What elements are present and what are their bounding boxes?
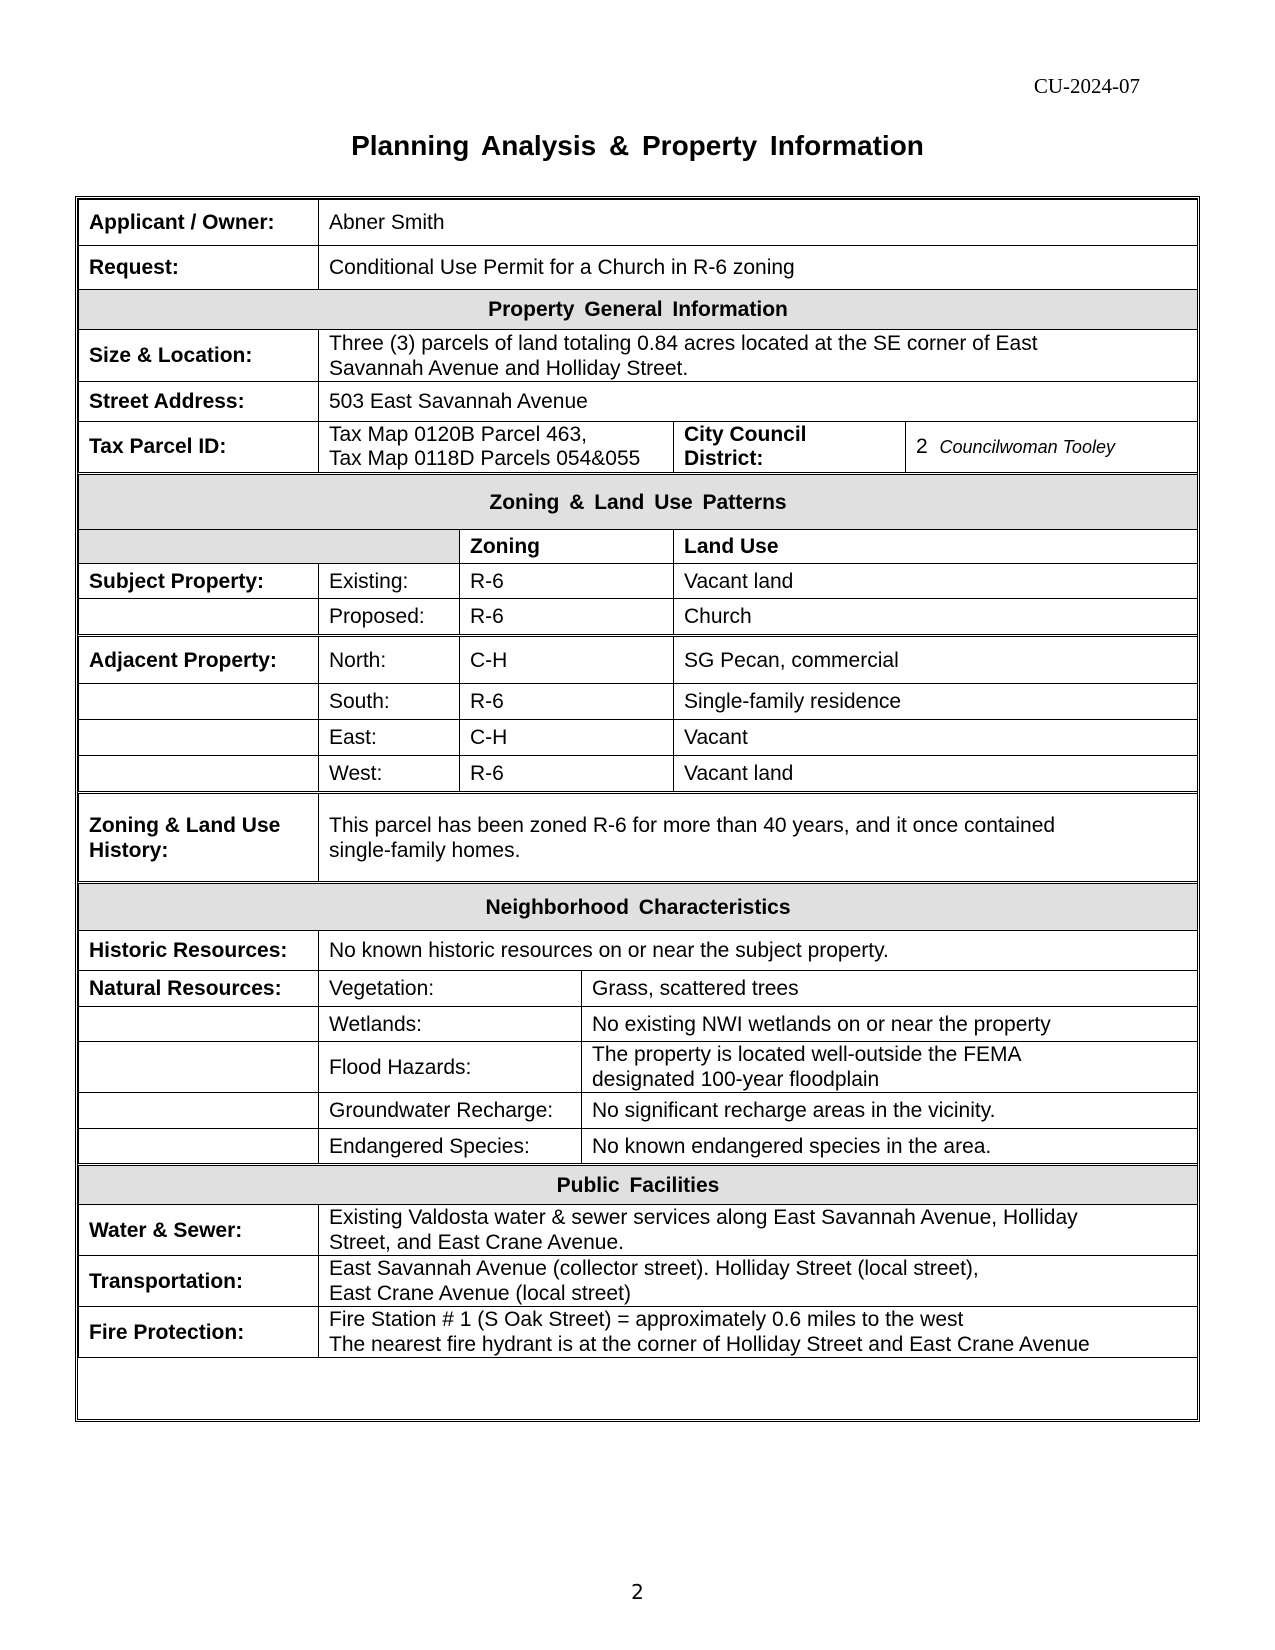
size-location-line: Savannah Avenue and Holliday Street. [329, 356, 689, 380]
adjacent-east-row [79, 720, 1198, 756]
row-land-use: Church [674, 599, 1198, 636]
council-district-label [674, 422, 906, 474]
tax-parcel-value [319, 422, 674, 474]
zoning-history-label-line: History: [89, 838, 169, 862]
natural-resources-label: Natural Resources: [79, 971, 319, 1007]
water-sewer-label: Water & Sewer: [79, 1205, 319, 1256]
applicant-row [79, 200, 1198, 246]
adjacent-south-row [79, 684, 1198, 720]
water-sewer-row [79, 1205, 1198, 1256]
zoning-heading: Zoning & Land Use Patterns [79, 474, 1198, 530]
street-address-label: Street Address: [79, 382, 319, 422]
water-sewer-line: Existing Valdosta water & sewer services along East Savannah Avenue, Holliday [329, 1206, 1078, 1229]
district-representative: Councilwoman Tooley [939, 437, 1115, 457]
natural-item: Endangered Species: [319, 1129, 582, 1165]
applicant-label: Applicant / Owner: [79, 200, 319, 246]
empty-label-cell [79, 684, 319, 720]
info-grid [78, 199, 1198, 1358]
transportation-label: Transportation: [79, 1256, 319, 1307]
empty-label-cell [79, 1007, 319, 1042]
historic-resources-value: No known historic resources on or near the subject property. [319, 931, 1198, 971]
historic-resources-label: Historic Resources: [79, 931, 319, 971]
natural-value: No known endangered species in the area. [582, 1129, 1198, 1165]
row-land-use: SG Pecan, commercial [674, 636, 1198, 684]
zoning-history-line: single-family homes. [329, 838, 521, 862]
empty-label-cell [79, 1093, 319, 1129]
row-land-use: Single-family residence [674, 684, 1198, 720]
natural-resources-row [79, 1042, 1198, 1093]
size-location-line: Three (3) parcels of land totaling 0.84 acres located at the SE corner of East [329, 331, 1038, 355]
subject-proposed-row [79, 599, 1198, 636]
row-zoning: R-6 [460, 684, 674, 720]
zoning-history-label [79, 793, 319, 883]
section-header-facilities [79, 1165, 1198, 1205]
row-direction: North: [319, 636, 460, 684]
historic-resources-row [79, 931, 1198, 971]
zoning-history-line: This parcel has been zoned R-6 for more than 40 years, and it once contained [329, 813, 1056, 837]
tax-parcel-row [79, 422, 1198, 474]
row-zoning: R-6 [460, 756, 674, 793]
row-direction: Proposed: [319, 599, 460, 636]
zoning-history-row [79, 793, 1198, 883]
subject-existing-row [79, 564, 1198, 599]
row-land-use: Vacant [674, 720, 1198, 756]
zoning-history-label-line: Zoning & Land Use [89, 813, 281, 837]
natural-resources-row [79, 1093, 1198, 1129]
neighborhood-heading: Neighborhood Characteristics [79, 883, 1198, 931]
natural-resources-row [79, 971, 1198, 1007]
natural-value [582, 1042, 1198, 1093]
land-use-column-header: Land Use [674, 530, 1198, 564]
adjacent-property-label: Adjacent Property: [79, 636, 319, 684]
transportation-value [319, 1256, 1198, 1307]
transportation-row [79, 1256, 1198, 1307]
transportation-line: East Crane Avenue (local street) [329, 1282, 631, 1305]
property-general-heading: Property General Information [79, 290, 1198, 330]
row-zoning: R-6 [460, 599, 674, 636]
row-zoning: C-H [460, 636, 674, 684]
council-district-value [906, 422, 1198, 474]
request-label: Request: [79, 246, 319, 290]
water-sewer-line: Street, and East Crane Avenue. [329, 1231, 624, 1254]
empty-label-cell [79, 1042, 319, 1093]
row-direction: East: [319, 720, 460, 756]
page-title: Planning Analysis & Property Information [351, 130, 924, 161]
public-facilities-heading: Public Facilities [79, 1165, 1198, 1205]
natural-item: Flood Hazards: [319, 1042, 582, 1093]
natural-value: Grass, scattered trees [582, 971, 1198, 1007]
fire-protection-value [319, 1307, 1198, 1358]
tax-parcel-line: Tax Map 0120B Parcel 463, [329, 423, 587, 446]
fire-protection-line: The nearest fire hydrant is at the corner of Holliday Street and East Crane Avenue [329, 1333, 1090, 1356]
natural-item: Groundwater Recharge: [319, 1093, 582, 1129]
size-location-label: Size & Location: [79, 330, 319, 382]
row-zoning: R-6 [460, 564, 674, 599]
zoning-history-value [319, 793, 1198, 883]
row-land-use: Vacant land [674, 564, 1198, 599]
empty-label-cell [79, 720, 319, 756]
adjacent-west-row [79, 756, 1198, 793]
fire-protection-line: Fire Station # 1 (S Oak Street) = approximately 0.6 miles to the west [329, 1308, 964, 1331]
row-direction: West: [319, 756, 460, 793]
property-info-table [75, 196, 1200, 1422]
tax-parcel-line: Tax Map 0118D Parcels 054&055 [329, 447, 641, 470]
water-sewer-value [319, 1205, 1198, 1256]
request-row [79, 246, 1198, 290]
size-location-row [79, 330, 1198, 382]
natural-resources-row [79, 1129, 1198, 1165]
size-location-value [319, 330, 1198, 382]
zoning-column-header: Zoning [460, 530, 674, 564]
adjacent-north-row [79, 636, 1198, 684]
council-district-label-line: District: [684, 447, 764, 470]
empty-label-cell [79, 599, 319, 636]
street-address-row [79, 382, 1198, 422]
row-zoning: C-H [460, 720, 674, 756]
council-district-label-line: City Council [684, 423, 807, 446]
tax-parcel-label: Tax Parcel ID: [79, 422, 319, 474]
row-land-use: Vacant land [674, 756, 1198, 793]
natural-value: No significant recharge areas in the vicinity. [582, 1093, 1198, 1129]
transportation-line: East Savannah Avenue (collector street). Holliday Street (local street), [329, 1257, 979, 1280]
page-number: 2 [631, 1580, 644, 1604]
section-header-neighborhood [79, 883, 1198, 931]
case-number: CU-2024-07 [1033, 74, 1140, 98]
row-direction: Existing: [319, 564, 460, 599]
zoning-column-headers [79, 530, 1198, 564]
empty-label-cell [79, 756, 319, 793]
blank-header-cell [79, 530, 460, 564]
fire-protection-label: Fire Protection: [79, 1307, 319, 1358]
natural-value-line: designated 100-year floodplain [592, 1068, 880, 1091]
natural-item: Vegetation: [319, 971, 582, 1007]
request-value: Conditional Use Permit for a Church in R-6 zoning [319, 246, 1198, 290]
empty-label-cell [79, 1129, 319, 1165]
row-direction: South: [319, 684, 460, 720]
section-header-property [79, 290, 1198, 330]
natural-item: Wetlands: [319, 1007, 582, 1042]
section-header-zoning [79, 474, 1198, 530]
natural-value: No existing NWI wetlands on or near the property [582, 1007, 1198, 1042]
fire-protection-row [79, 1307, 1198, 1358]
subject-property-label: Subject Property: [79, 564, 319, 599]
applicant-value: Abner Smith [319, 200, 1198, 246]
natural-value-line: The property is located well-outside the FEMA [592, 1043, 1022, 1066]
street-address-value: 503 East Savannah Avenue [319, 382, 1198, 422]
natural-resources-row [79, 1007, 1198, 1042]
district-number: 2 [916, 435, 928, 458]
